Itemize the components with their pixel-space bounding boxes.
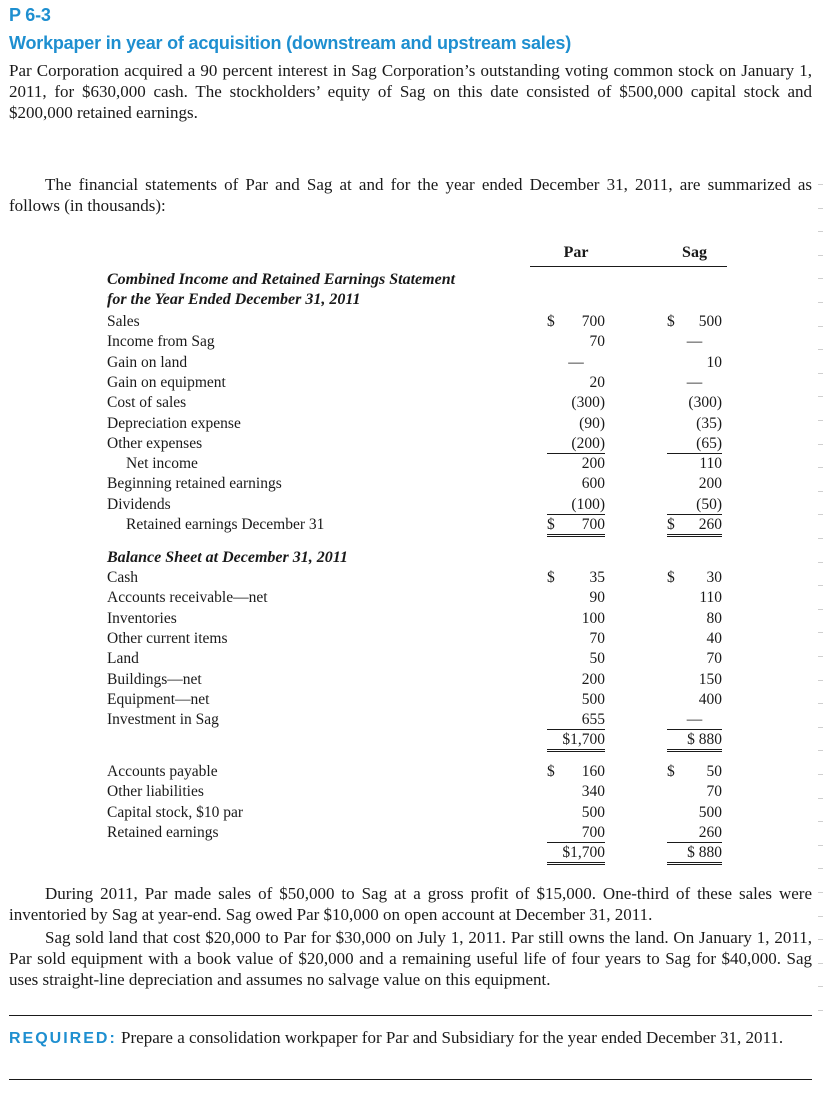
- par-cell: (300): [571, 394, 605, 412]
- par-total-cell: $1,700: [547, 843, 605, 865]
- during-paragraph: During 2011, Par made sales of $50,000 to Sag at a gross profit of $15,000. One-third of these sales were inventoried by Sag at year-end. Sag owed Par $10,000 on open account at December 31, 2011.: [9, 884, 812, 924]
- margin-tick: [818, 231, 823, 232]
- sag-cell: $ 500: [667, 313, 722, 330]
- sag-cell: 400: [698, 690, 722, 708]
- table-row: [107, 353, 727, 373]
- margin-tick: [818, 420, 823, 421]
- sag-cell: —: [686, 373, 703, 391]
- par-cell: 340: [581, 783, 605, 801]
- margin-tick: [818, 868, 823, 869]
- par-cell: $ 35: [547, 569, 605, 586]
- balance-section-title: Balance Sheet at December 31, 2011: [107, 549, 348, 566]
- sag-cell: 10: [706, 353, 722, 371]
- margin-tick: [818, 939, 823, 940]
- par-cell: 200: [581, 670, 605, 688]
- row-label: Cost of sales: [107, 394, 187, 412]
- row-label: Investment in Sag: [107, 711, 219, 729]
- margin-tick: [818, 349, 823, 350]
- par-cell: 70: [589, 629, 605, 647]
- sag-total-cell: $ 880: [667, 730, 722, 752]
- table-row: [107, 373, 727, 393]
- total-row: [107, 730, 727, 750]
- row-label: Other expenses: [107, 434, 203, 452]
- margin-tick: [818, 892, 823, 893]
- margin-tick: [818, 585, 823, 586]
- problem-title: Workpaper in year of acquisition (downstream and upstream sales): [9, 33, 572, 53]
- column-header-par: Par: [563, 244, 589, 261]
- sag-cell: (300): [688, 394, 722, 412]
- header-rule: [530, 266, 727, 267]
- par-cell: $ 700: [547, 515, 605, 537]
- table-row: [107, 568, 727, 588]
- land-paragraph: Sag sold land that cost $20,000 to Par for $30,000 on July 1, 2011. Par still owns the land. On January 1, 2011, Par sold equipment with a book value of $20,000 and a remaining useful life of four years to Sag for $40,000. Sag uses straight-line depreciation and assumes no salvage value on this equipment.: [9, 928, 812, 989]
- row-label: Inventories: [107, 609, 177, 627]
- column-header-sag: Sag: [682, 244, 707, 261]
- margin-tick: [818, 916, 823, 917]
- margin-tick: [818, 986, 823, 987]
- row-label: Land: [107, 650, 139, 668]
- sag-cell: (65): [667, 434, 722, 454]
- margin-tick: [818, 656, 823, 657]
- margin-tick: [818, 821, 823, 822]
- sag-cell: $ 50: [667, 763, 722, 780]
- row-label: Depreciation expense: [107, 414, 241, 432]
- sag-cell: $ 30: [667, 569, 722, 586]
- margin-tick: [818, 632, 823, 633]
- margin-tick: [818, 491, 823, 492]
- problem-number: P 6-3: [9, 5, 51, 25]
- table-row: [107, 823, 727, 843]
- total-row: [107, 843, 727, 863]
- row-label: Accounts receivable—net: [107, 589, 268, 607]
- row-label: Dividends: [107, 495, 171, 513]
- intro-paragraph: Par Corporation acquired a 90 percent interest in Sag Corporation’s outstanding voting common stock on January 1, 2011, for $630,000 cash. The stockholders’ equity of Sag on this date consisted of $500,000 capital stock and $200,000 retained earnings.: [9, 61, 812, 122]
- required-label: REQUIRED:: [9, 1030, 117, 1047]
- table-row: [107, 782, 727, 802]
- table-row: [107, 474, 727, 494]
- par-cell: 100: [581, 609, 605, 627]
- sag-cell: —: [667, 710, 722, 730]
- table-row: [107, 495, 727, 515]
- margin-tick: [818, 963, 823, 964]
- required-block: [9, 1027, 812, 1049]
- par-cell: 200: [581, 455, 605, 473]
- margin-tick: [818, 845, 823, 846]
- sag-total-cell: $ 880: [667, 843, 722, 865]
- table-row: [107, 332, 727, 352]
- par-cell: (90): [579, 414, 605, 432]
- margin-tick: [818, 444, 823, 445]
- sag-cell: $ 260: [667, 515, 722, 537]
- par-cell: 500: [581, 690, 605, 708]
- required-bottom-rule: [9, 1079, 812, 1080]
- margin-tick: [818, 514, 823, 515]
- row-label: Gain on equipment: [107, 373, 226, 391]
- income-section-title: Combined Income and Retained Earnings Statement for the Year Ended December 31, 2011: [107, 271, 456, 308]
- par-cell: 655: [547, 710, 605, 730]
- row-label: Gain on land: [107, 353, 188, 371]
- margin-tick: [818, 255, 823, 256]
- table-row: [107, 690, 727, 710]
- margin-tick: [818, 774, 823, 775]
- row-label: Beginning retained earnings: [107, 475, 282, 493]
- table-row: [107, 803, 727, 823]
- margin-tick: [818, 727, 823, 728]
- table-row: [107, 649, 727, 669]
- row-label: Capital stock, $10 par: [107, 803, 244, 821]
- table-row: [107, 609, 727, 629]
- table-row: [107, 454, 727, 474]
- par-cell: 20: [589, 373, 605, 391]
- par-cell: 70: [589, 333, 605, 351]
- par-cell: (100): [547, 495, 605, 515]
- par-cell: $ 160: [547, 763, 605, 780]
- margin-tick: [818, 208, 823, 209]
- sag-cell: 150: [698, 670, 722, 688]
- margin-tick: [818, 750, 823, 751]
- row-label: Other current items: [107, 629, 228, 647]
- par-cell: (200): [547, 434, 605, 454]
- par-cell: —: [568, 353, 584, 371]
- margin-tick: [818, 467, 823, 468]
- par-cell: $ 700: [547, 313, 605, 330]
- margin-tick: [818, 562, 823, 563]
- row-label: Accounts payable: [107, 763, 218, 780]
- margin-tick: [818, 326, 823, 327]
- sag-cell: 40: [706, 629, 722, 647]
- sag-cell: 70: [706, 650, 722, 668]
- table-row: [107, 710, 727, 730]
- margin-tick: [818, 609, 823, 610]
- margin-tick: [818, 396, 823, 397]
- table-row: [107, 515, 727, 535]
- margin-tick: [818, 680, 823, 681]
- par-cell: 700: [547, 823, 605, 843]
- table-row: [107, 629, 727, 649]
- row-label: Other liabilities: [107, 783, 204, 801]
- row-label: Retained earnings December 31: [126, 516, 325, 533]
- par-cell: 600: [581, 475, 605, 493]
- margin-tick: [818, 703, 823, 704]
- table-row: [107, 588, 727, 608]
- row-label: Net income: [126, 455, 198, 473]
- sag-cell: 200: [698, 475, 722, 493]
- margin-tick: [818, 373, 823, 374]
- par-total-cell: $1,700: [547, 730, 605, 752]
- table-row: [107, 312, 727, 332]
- table-row: [107, 670, 727, 690]
- summary-paragraph: The financial statements of Par and Sag at and for the year ended December 31, 2011, are summarized as follows (in thousands):: [9, 175, 812, 215]
- row-label: Buildings—net: [107, 670, 202, 688]
- sag-cell: —: [686, 333, 703, 351]
- required-text: Prepare a consolidation workpaper for Par and Subsidiary for the year ended December 31, 2011.: [121, 1028, 784, 1047]
- table-row: [107, 762, 727, 782]
- table-row: [107, 434, 727, 454]
- margin-tick: [818, 1010, 823, 1011]
- row-label: Retained earnings: [107, 823, 219, 841]
- sag-cell: 80: [706, 609, 722, 627]
- sag-cell: 70: [706, 783, 722, 801]
- row-label: Cash: [107, 569, 138, 586]
- table-row: [107, 393, 727, 413]
- sag-cell: 110: [699, 589, 722, 607]
- sag-cell: (50): [667, 495, 722, 515]
- row-label: Income from Sag: [107, 333, 215, 351]
- margin-tick: [818, 798, 823, 799]
- par-cell: 90: [589, 589, 605, 607]
- par-cell: 50: [589, 650, 605, 668]
- sag-cell: (35): [696, 414, 722, 432]
- row-label: Sales: [107, 313, 140, 330]
- table-row: [107, 414, 727, 434]
- margin-tick: [818, 538, 823, 539]
- par-cell: 500: [581, 803, 605, 821]
- row-label: Equipment—net: [107, 690, 210, 708]
- margin-tick: [818, 184, 823, 185]
- margin-tick: [818, 278, 823, 279]
- margin-tick: [818, 302, 823, 303]
- sag-cell: 260: [667, 823, 722, 843]
- sag-cell: 110: [699, 455, 722, 473]
- required-top-rule: [9, 1015, 812, 1016]
- sag-cell: 500: [698, 803, 722, 821]
